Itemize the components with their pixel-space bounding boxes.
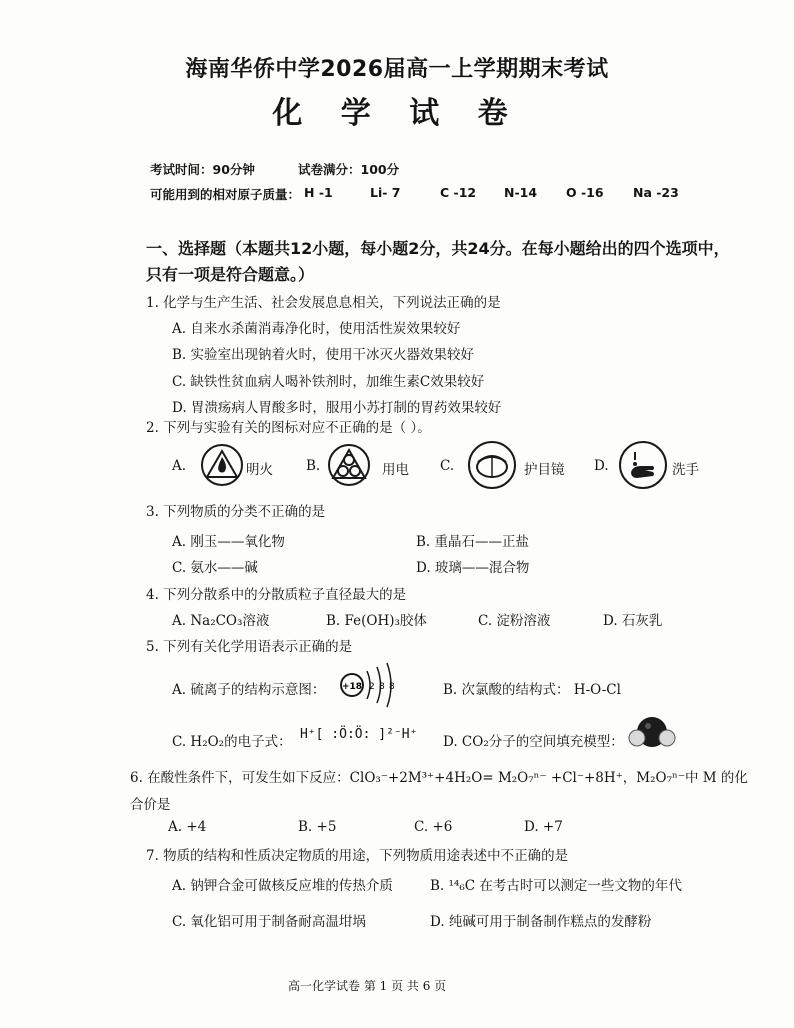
q3-stem: 3. 下列物质的分类不正确的是 (146, 504, 326, 520)
q2-stem: 2. 下列与实验有关的图标对应不正确的是（ ）。 (146, 420, 431, 436)
q7-stem: 7. 物质的结构和性质决定物质的用途，下列物质用途表述中不正确的是 (146, 848, 569, 864)
q5-option-d: D. CO₂分子的空间填充模型： (443, 734, 624, 750)
subject-title: 化 学 试 卷 (272, 96, 522, 131)
q2-option-d-label: 洗手 (672, 462, 699, 478)
atomic-mass-o: O -16 (566, 185, 604, 200)
goggles-icon (464, 440, 520, 490)
q2-option-c-letter: C. (440, 458, 455, 474)
q4-option-a: A. Na₂CO₃溶液 (172, 613, 270, 629)
q2-option-d-letter: D. (594, 458, 609, 474)
sulfide-ion-diagram (338, 660, 396, 710)
school-title: 海南华侨中学2026届高一上学期期末考试 (185, 57, 609, 82)
q5-option-c: C. H₂O₂的电子式： (172, 734, 292, 750)
q6-option-c: C. +6 (414, 819, 453, 835)
q2-option-a-letter: A. (172, 458, 187, 474)
atomic-mass-h: H -1 (304, 185, 333, 200)
q5-stem: 5. 下列有关化学用语表示正确的是 (146, 639, 353, 655)
co2-space-filling-model (628, 712, 676, 752)
section-heading-line1: 一、选择题（本题共12小题，每小题2分，共24分。在每小题给出的四个选项中， (146, 239, 730, 258)
q1-option-c: C. 缺铁性贫血病人喝补铁剂时，加维生素C效果较好 (172, 374, 485, 390)
q1-option-d: D. 胃溃疡病人胃酸多时，服用小苏打制的胃药效果较好 (172, 400, 502, 416)
q2-option-b-label: 用电 (382, 462, 409, 478)
q4-option-c: C. 淀粉溶液 (478, 613, 551, 629)
q6-stem-line2: 合价是 (130, 797, 171, 813)
q6-option-b: B. +5 (298, 819, 337, 835)
q2-option-a-label: 明火 (246, 462, 273, 478)
ion-shell-2: 8 (379, 682, 385, 692)
q7-option-d: D. 纯碱可用于制备制作糕点的发酵粉 (430, 914, 652, 930)
q3-option-d: D. 玻璃——混合物 (416, 560, 530, 576)
q6-stem-line1: 6. 在酸性条件下，可发生如下反应：ClO₃⁻+2M³⁺+4H₂O= M₂O₇ⁿ⁻ +Cl⁻+8H⁺，M₂O₇ⁿ⁻中 M 的化 (130, 770, 748, 786)
flame-icon (200, 443, 244, 487)
ion-shell-1: 2 (369, 682, 375, 692)
h2o2-electron-formula: H⁺[ :Ö:Ö: ]²⁻H⁺ (300, 727, 418, 742)
q2-option-b-letter: B. (306, 458, 321, 474)
q5-option-a: A. 硫离子的结构示意图： (172, 682, 326, 698)
fan-icon (327, 443, 371, 487)
ion-nucleus-label: +18 (341, 682, 363, 692)
q7-option-a: A. 钠钾合金可做核反应堆的传热介质 (172, 878, 393, 894)
section-heading-line2: 只有一项是符合题意。） (146, 265, 315, 284)
q3-option-a: A. 刚玉——氧化物 (172, 534, 285, 550)
q2-option-c-label: 护目镜 (524, 462, 565, 478)
atomic-mass-na: Na -23 (633, 185, 679, 200)
atomic-mass-li: Li- 7 (370, 185, 401, 200)
ion-shell-3: 8 (389, 682, 395, 692)
q7-option-b: B. ¹⁴₆C 在考古时可以测定一些文物的年代 (430, 878, 682, 894)
q1-option-b: B. 实验室出现钠着火时，使用干冰灭火器效果较好 (172, 347, 475, 363)
exam-time: 考试时间：90分钟 (150, 162, 255, 177)
q4-stem: 4. 下列分散系中的分散质粒子直径最大的是 (146, 587, 407, 603)
q4-option-b: B. Fe(OH)₃胶体 (326, 613, 427, 629)
q1-option-a: A. 自来水杀菌消毒净化时，使用活性炭效果较好 (172, 321, 461, 337)
atomic-masses-label: 可能用到的相对原子质量： (150, 187, 301, 202)
q5-option-b: B. 次氯酸的结构式： H-O-Cl (443, 682, 621, 698)
q3-option-b: B. 重晶石——正盐 (416, 534, 530, 550)
full-score: 试卷满分：100分 (298, 162, 400, 177)
q1-stem: 1. 化学与生产生活、社会发展息息相关，下列说法正确的是 (146, 295, 501, 311)
q6-option-d: D. +7 (524, 819, 563, 835)
page-footer: 高一化学试卷 第 1 页 共 6 页 (288, 979, 447, 993)
hand-wash-icon (617, 440, 669, 490)
atomic-mass-n: N-14 (504, 185, 538, 200)
q7-option-c: C. 氧化铝可用于制备耐高温坩埚 (172, 914, 366, 930)
q4-option-d: D. 石灰乳 (603, 613, 663, 629)
q6-option-a: A. +4 (168, 819, 207, 835)
atomic-mass-c: C -12 (440, 185, 477, 200)
q3-option-c: C. 氨水——碱 (172, 560, 258, 576)
